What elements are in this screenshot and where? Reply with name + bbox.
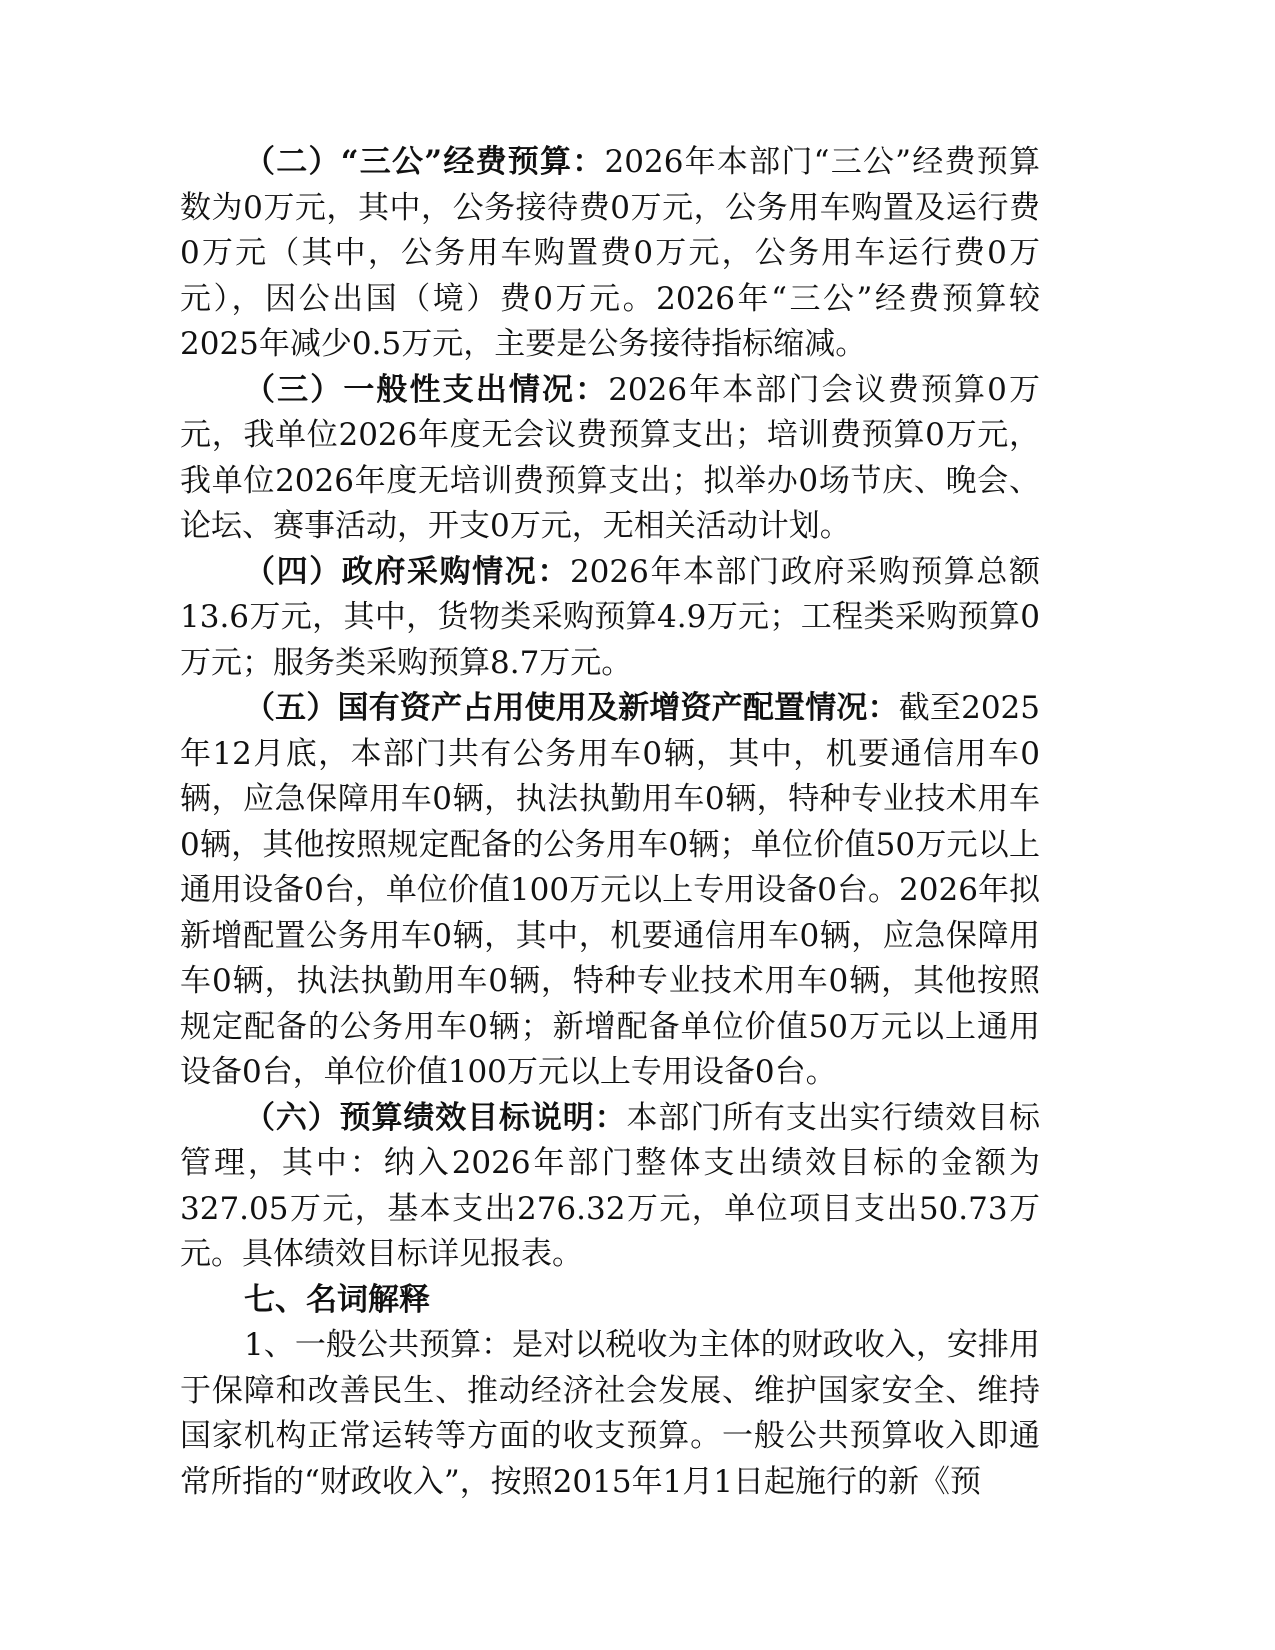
paragraph-body: 2026年本部门政府采购预算总额13.6万元，其中，货物类采购预算4.9万元；工程类采购预算0万元；服务类采购预算8.7万元。 — [180, 553, 1040, 681]
paragraph-performance-targets — [180, 1096, 1040, 1278]
document-page — [180, 140, 1040, 1505]
definition-general-public-budget: 1、一般公共预算：是对以税收为主体的财政收入，安排用于保障和改善民生、推动经济社会发展、维护国家安全、维持国家机构正常运转等方面的收支预算。一般公共预算收入即通常所指的“财政收入”，按照2015年1月1日起施行的新《预 — [180, 1327, 1040, 1500]
paragraph-three-public-expenses — [180, 140, 1040, 368]
paragraph-general-expenditure — [180, 368, 1040, 550]
paragraph-heading: （五）国有资产占用使用及新增资产配置情况： — [244, 690, 899, 726]
paragraph-body: 截至2025年12月底，本部门共有公务用车0辆，其中，机要通信用车0辆，应急保障用车0辆，执法执勤用车0辆，特种专业技术用车0辆，其他按照规定配备的公务用车0辆；单位价值50万元以上通用设备0台，单位价值100万元以上专用设备0台。2026年拟新增配置公务用车0辆，其中，机要通信用车0辆，应急保障用车0辆，执法执勤用车0辆，特种专业技术用车0辆，其他按照规定配备的公务用车0辆；新增配备单位价值50万元以上通用设备0台，单位价值100万元以上专用设备0台。 — [180, 690, 1040, 1090]
paragraph-body: 本部门所有支出实行绩效目标管理，其中：纳入2026年部门整体支出绩效目标的金额为327.05万元，基本支出276.32万元，单位项目支出50.73万元。具体绩效目标详见报表。 — [180, 1099, 1040, 1272]
paragraph-body: 2026年本部门会议费预算0万元，我单位2026年度无会议费预算支出；培训费预算0万元，我单位2026年度无培训费预算支出；拟举办0场节庆、晚会、论坛、赛事活动，开支0万元，无相关活动计划。 — [180, 371, 1040, 544]
paragraph-heading: （二）“三公”经费预算： — [244, 144, 605, 180]
paragraph-heading: （四）政府采购情况： — [244, 553, 570, 590]
paragraph-government-procurement — [180, 550, 1040, 687]
section-title-glossary: 七、名词解释 — [244, 1281, 430, 1318]
paragraph-state-assets — [180, 686, 1040, 1096]
paragraph-heading: （六）预算绩效目标说明： — [244, 1099, 627, 1136]
paragraph-heading: （三）一般性支出情况： — [244, 371, 609, 408]
paragraph-body: 2026年本部门“三公”经费预算数为0万元，其中，公务接待费0万元，公务用车购置及运行费0万元（其中，公务用车购置费0万元，公务用车运行费0万元），因公出国（境）费0万元。2026年“三公”经费预算较2025年减少0.5万元，主要是公务接待指标缩减。 — [180, 144, 1040, 362]
